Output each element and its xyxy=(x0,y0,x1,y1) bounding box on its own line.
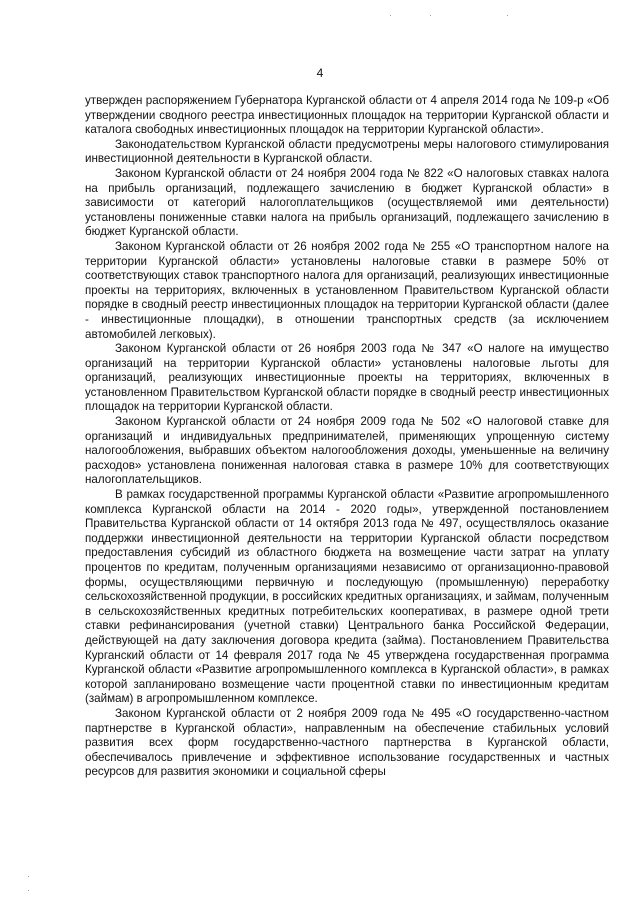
paragraph: Законодательством Курганской области предусмотрены меры налогового стимулирования инвестиционной деятельности в Курганской области. xyxy=(85,137,609,166)
scan-speck xyxy=(430,15,431,16)
paragraph: утвержден распоряжением Губернатора Курганской области от 4 апреля 2014 года № 109-р «Об утверждении сводного реестра инвестиционных площадок на территории Курганской области и каталога свободных инвестиционных площадок на территории Курганской области». xyxy=(85,94,609,137)
paragraph: Законом Курганской области от 2 ноября 2009 года № 495 «О государственно-частном партнерстве в Курганской области», направленным на обеспечение стабильных условий развития всех форм государственно-частного партнерства в Курганской области, обеспечивалось привлечение и эффективное использование государственных и частных ресурсов для развития экономики и социальной сферы xyxy=(85,706,609,779)
scan-speck xyxy=(28,890,29,891)
scan-speck xyxy=(507,15,508,16)
scan-speck xyxy=(28,876,29,877)
document-body xyxy=(85,94,609,780)
paragraph: Законом Курганской области от 26 ноября 2003 года № 347 «О налоге на имущество организаций на территории Курганской области» установлены налоговые льготы для организаций, реализующих инвестиционные проекты на территориях, включенных в установленном Правительством Курганской области порядке в сводный реестр инвестиционных площадок на территории Курганской области. xyxy=(85,342,609,414)
paragraph: Законом Курганской области от 24 ноября 2004 года № 822 «О налоговых ставках налога на прибыль организаций, подлежащего зачислению в бюджет Курганской области» в зависимости от категорий налогоплательщиков (осуществляемой ими деятельности) установлены пониженные ставки налога на прибыль организаций, подлежащего зачислению в бюджет Курганской области. xyxy=(85,166,609,239)
scan-speck xyxy=(390,15,391,16)
paragraph: Законом Курганской области от 24 ноября 2009 года № 502 «О налоговой ставке для организаций и индивидуальных предпринимателей, применяющих упрощенную систему налогообложения, выбравших объектом налогообложения доходы, уменьшенные на величину расходов» установлена пониженная налоговая ставка в размере 10% для соответствующих налогоплательщиков. xyxy=(85,415,609,487)
paragraph: В рамках государственной программы Курганской области «Развитие агропромышленного комплекса Курганской области на 2014 - 2020 годы», утвержденной постановлением Правительства Курганской области от 14 октября 2013 года № 497, осуществлялось оказание поддержки инвестиционной деятельности на территории Курганской области посредством предоставления субсидий из областного бюджета на возмещение части затрат на уплату процентов по кредитам, полученным организациями независимо от организационно-правовой формы, осуществляющими первичную и последующую (промышленную) переработку сельскохозяйственной продукции, в российских кредитных организациях, и займам, полученным в сельскохозяйственных кредитных потребительских кооперативах, в размере одной трети ставки рефинансирования (учетной ставки) Центрального банка Российской Федерации, действующей на дату заключения договора кредита (займа). Постановлением Правительства Курганский области от 14 февраля 2017 года № 45 утверждена государственная программа Курганской области «Развитие агропромышленного комплекса в Курганской области», в рамках которой запланировано возмещение части процентной ставки по инвестиционным кредитам (займам) в агропромышленном комплексе. xyxy=(85,488,609,706)
paragraph: Законом Курганской области от 26 ноября 2002 года № 255 «О транспортном налоге на территории Курганской области» установлены налоговые ставки в размере 50% от соответствующих ставок транспортного налога для организаций, реализующих инвестиционные проекты на территориях, включенных в установленном Правительством Курганской области порядке в сводный реестр инвестиционных площадок на территории Курганской области (далее - инвестиционные площадки), в отношении транспортных средств (за исключением автомобилей легковых). xyxy=(85,239,609,341)
page-number: 4 xyxy=(316,66,324,80)
